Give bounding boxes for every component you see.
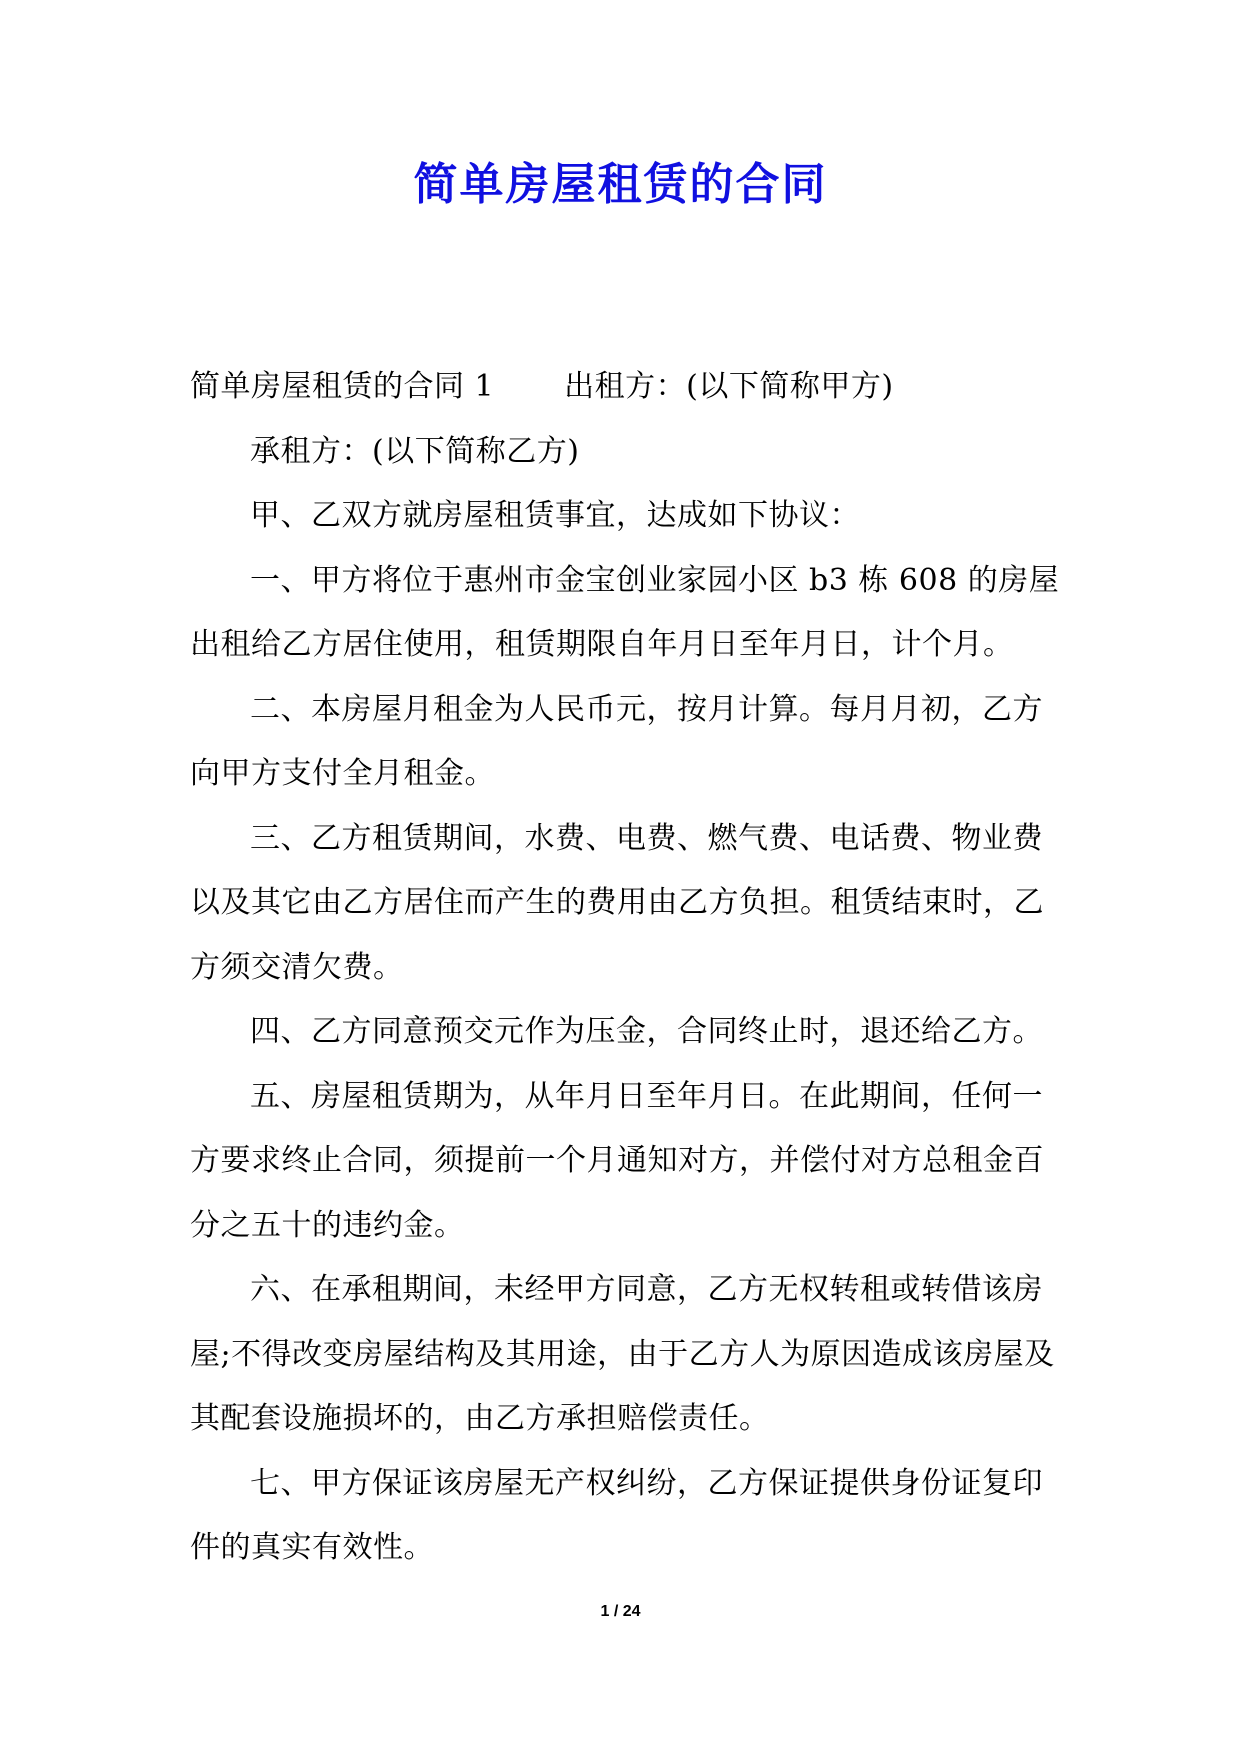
landlord-line: 出租方：(以下简称甲方) <box>564 369 894 404</box>
clause-6: 六、在承租期间，未经甲方同意，乙方无权转租或转借该房屋;不得改变房屋结构及其用途，由于乙方人为原因造成该房屋及其配套设施损坏的，由乙方承担赔偿责任。 <box>190 1272 1055 1436</box>
clause-3: 三、乙方租赁期间，水费、电费、燃气费、电话费、物业费以及其它由乙方居住而产生的费用由乙方负担。租赁结束时，乙方须交清欠费。 <box>190 820 1044 985</box>
first-line <box>190 355 1070 420</box>
page-number: 1 / 24 <box>600 1603 641 1620</box>
contract-heading: 简单房屋租赁的合同 1 <box>190 369 495 404</box>
document-body <box>190 355 1070 1581</box>
clause-7: 七、甲方保证该房屋无产权纠纷，乙方保证提供身份证复印件的真实有效性。 <box>190 1465 1043 1565</box>
clause-5: 五、房屋租赁期为，从年月日至年月日。在此期间，任何一方要求终止合同，须提前一个月通知对方，并偿付对方总租金百分之五十的违约金。 <box>190 1078 1044 1243</box>
agreement-intro: 甲、乙双方就房屋租赁事宜，达成如下协议： <box>250 498 860 533</box>
document-title: 简单房屋租赁的合同 <box>413 159 828 210</box>
clause-2: 二、本房屋月租金为人民币元，按月计算。每月月初，乙方向甲方支付全月租金。 <box>190 691 1043 791</box>
clause-1: 一、甲方将位于惠州市金宝创业家园小区 b3 栋 608 的房屋出租给乙方居住使用，租赁期限自年月日至年月日，计个月。 <box>190 562 1060 662</box>
clause-4: 四、乙方同意预交元作为压金，合同终止时，退还给乙方。 <box>250 1014 1043 1049</box>
tenant-line: 承租方：(以下简称乙方) <box>250 433 580 469</box>
